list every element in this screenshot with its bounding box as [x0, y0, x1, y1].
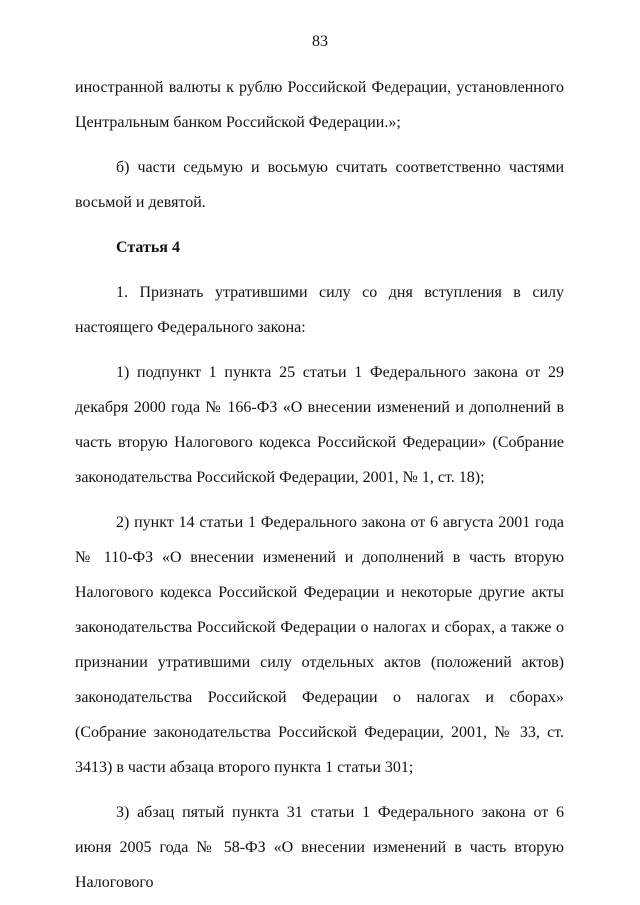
paragraph-continuation: иностранной валюты к рублю Российской Федерации, установленного Центральным банком Российской Федерации.»; [75, 79, 564, 131]
paragraph-item-b: б) части седьмую и восьмую считать соответственно частями восьмой и девятой. [75, 159, 564, 211]
page-number: 83 [312, 33, 328, 50]
document-body [75, 70, 564, 900]
paragraph-subitem-2: 2) пункт 14 статьи 1 Федерального закона от 6 августа 2001 года № 110-ФЗ «О внесении изменений и дополнений в часть вторую Налогового кодекса Российской Федерации и некоторые другие акты законодательства Российской Федерации о налогах и сборах, а также о признании утратившими силу отдельных актов (положений актов) законодательства Российской Федерации о налогах и сборах» (Собрание законодательства Российской Федерации, 2001, № 33, ст. 3413) в части абзаца второго пункта 1 статьи 301; [75, 514, 564, 776]
paragraph-item-1: 1. Признать утратившими силу со дня вступления в силу настоящего Федерального закона: [75, 284, 564, 336]
paragraph-subitem-1: 1) подпункт 1 пункта 25 статьи 1 Федерального закона от 29 декабря 2000 года № 166-ФЗ «О внесении изменений и дополнений в часть вторую Налогового кодекса Российской Федерации» (Собрание законодательства Российской Федерации, 2001, № 1, ст. 18); [75, 364, 564, 486]
paragraph-subitem-3: 3) абзац пятый пункта 31 статьи 1 Федерального закона от 6 июня 2005 года № 58-ФЗ «О внесении изменений в часть вторую Налогового [75, 804, 564, 891]
article-heading: Статья 4 [116, 239, 180, 256]
